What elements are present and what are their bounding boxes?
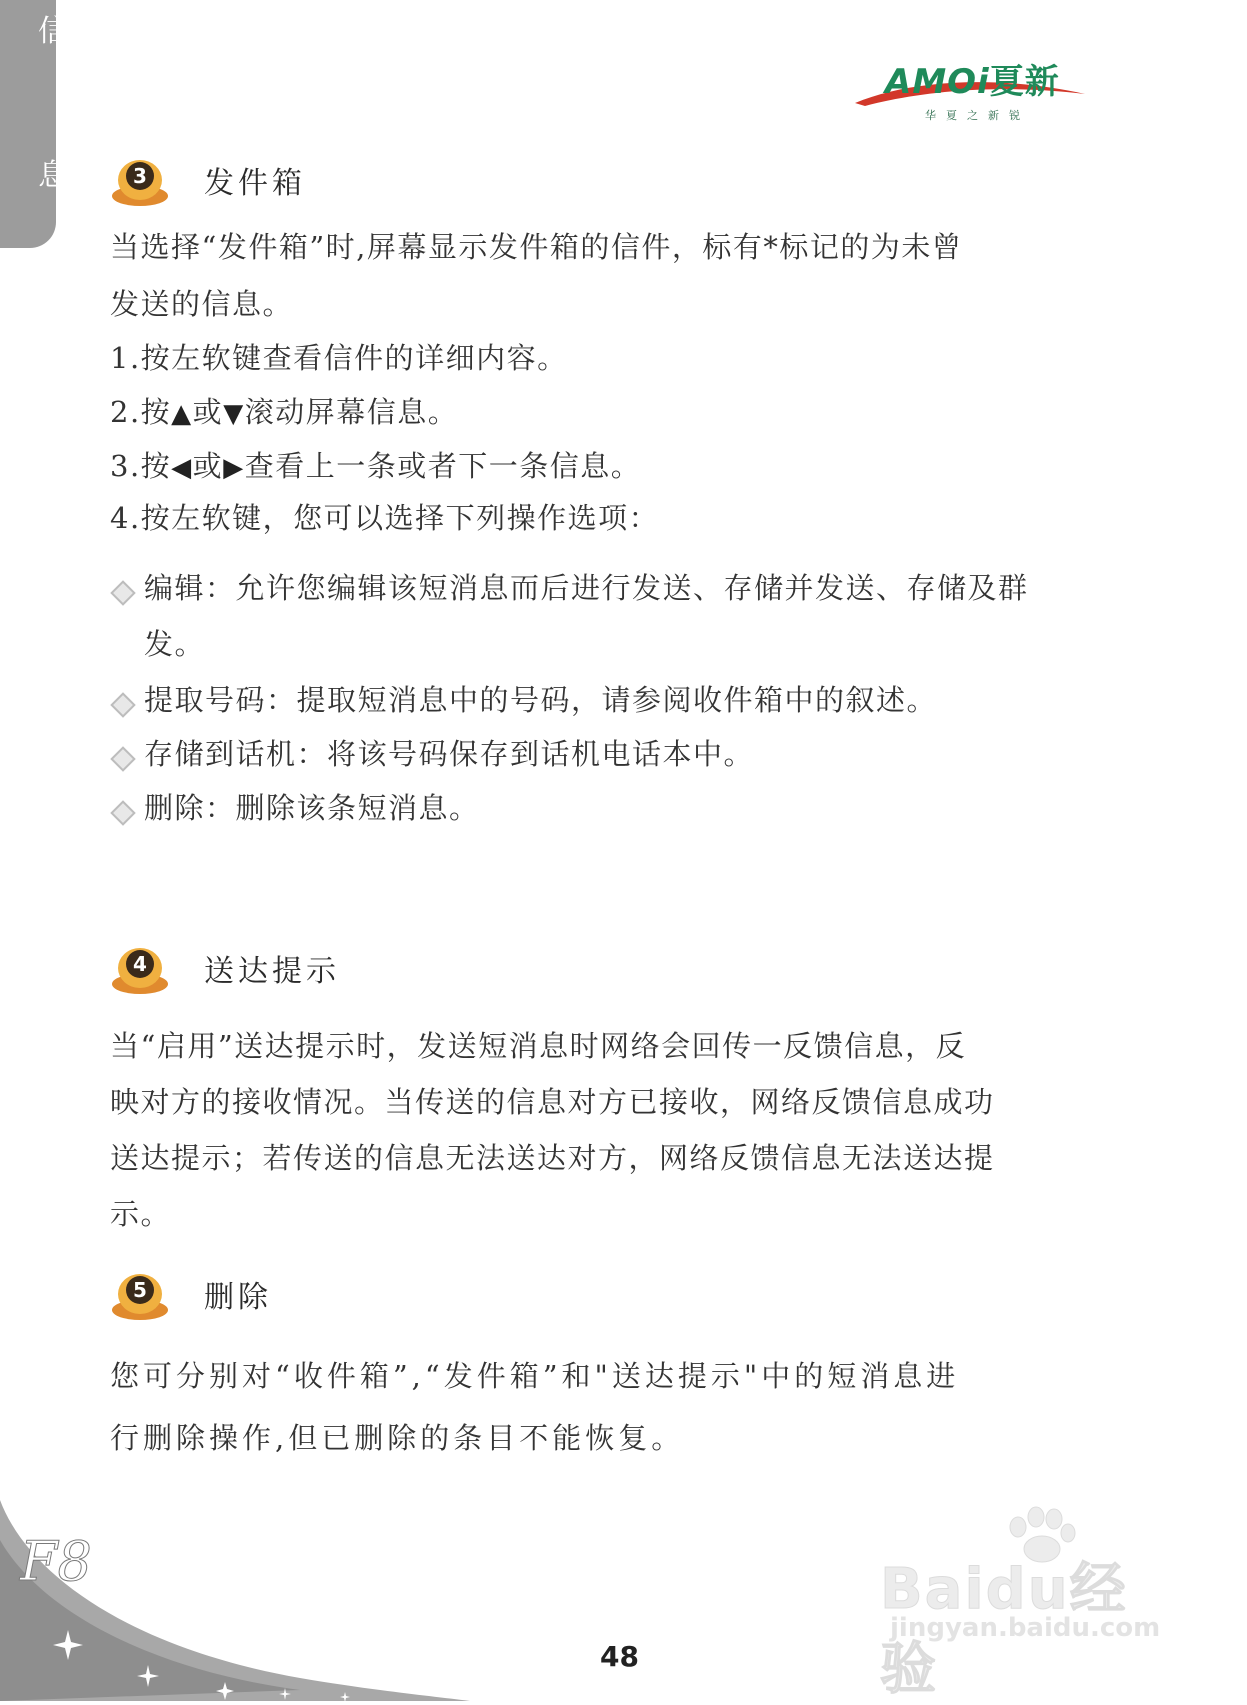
paragraph-line: 发送的信息。 (110, 287, 294, 321)
option-text: 存储到话机：将该号码保存到话机电话本中。 (144, 737, 755, 771)
step-item: 4.按左软键，您可以选择下列操作选项： (110, 501, 660, 535)
paragraph-line: 送达提示；若传送的信息无法送达对方，网络反馈信息无法送达提 (110, 1141, 995, 1175)
badge-number: 5 (133, 1278, 147, 1302)
logo-brand-cn: 夏新 (989, 62, 1060, 102)
paragraph-line: 映对方的接收情况。当传送的信息对方已接收，网络反馈信息成功 (110, 1085, 995, 1119)
section-heading-delete (110, 1266, 272, 1322)
side-tab-char: 息 (38, 158, 68, 193)
page-number: 48 (600, 1640, 639, 1673)
step-text: 3.按 (110, 449, 172, 483)
step-item (110, 444, 1060, 485)
right-triangle-icon: ▶ (223, 453, 245, 483)
step-item: 1.按左软键查看信件的详细内容。 (110, 341, 568, 375)
footer-swoosh-icon (0, 1500, 470, 1701)
amoi-logo (855, 48, 1095, 128)
paragraph-line: 示。 (110, 1197, 172, 1231)
logo-wordmark (885, 54, 1060, 103)
badge-number: 4 (133, 952, 147, 976)
badge-number: 3 (133, 164, 147, 188)
step-text: 2.按 (110, 395, 172, 429)
number-badge-icon (110, 940, 174, 996)
side-tab (0, 0, 68, 248)
step-text: 查看上一条或者下一条信息。 (244, 449, 642, 483)
model-name: F8 (20, 1530, 92, 1593)
option-text: 提取号码：提取短消息中的号码，请参阅收件箱中的叙述。 (144, 683, 938, 717)
option-text: 编辑：允许您编辑该短消息而后进行发送、存储并发送、存储及群发。 (144, 571, 1029, 661)
diamond-bullet-icon (110, 580, 135, 605)
side-tab-char: 信 (38, 14, 68, 49)
baidu-watermark (880, 1505, 1180, 1702)
option-item (110, 571, 1070, 672)
paragraph-line: 当“启用”送达提示时，发送短消息时网络会回传一反馈信息，反 (110, 1029, 967, 1063)
logo-slogan: 华夏之新锐 (925, 109, 1030, 122)
section-title: 发件箱 (204, 166, 306, 201)
diamond-bullet-icon (110, 692, 135, 717)
step-text: 滚动屏幕信息。 (244, 395, 459, 429)
down-triangle-icon: ▼ (223, 399, 245, 429)
left-triangle-icon: ◀ (171, 453, 193, 483)
step-item (110, 390, 1060, 431)
footer-decoration (0, 1500, 470, 1701)
number-badge-icon (110, 1266, 174, 1322)
diamond-bullet-icon (110, 800, 135, 825)
watermark-url: jingyan.baidu.com (890, 1613, 1161, 1643)
section-heading-outbox (110, 152, 306, 208)
section-title: 送达提示 (204, 954, 340, 989)
up-triangle-icon: ▲ (171, 399, 193, 429)
option-item (110, 737, 1070, 782)
option-item (110, 791, 1070, 836)
paragraph-line: 行删除操作,但已删除的条目不能恢复。 (110, 1421, 685, 1455)
paragraph-line: 当选择“发件箱”时,屏幕显示发件箱的信件，标有*标记的为未曾 (110, 230, 963, 264)
section-title: 删除 (204, 1280, 272, 1315)
step-text: 或 (192, 449, 224, 483)
number-badge-icon (110, 152, 174, 208)
paragraph-line: 您可分别对“收件箱”,“发件箱”和"送达提示"中的短消息进 (110, 1359, 960, 1393)
diamond-bullet-icon (110, 746, 135, 771)
option-text: 删除：删除该条短消息。 (144, 791, 480, 825)
option-item (110, 683, 1070, 728)
section-heading-delivery (110, 940, 340, 996)
step-text: 或 (192, 395, 224, 429)
logo-brand: AMOi (885, 62, 990, 102)
watermark-brand: Baidu经验 (880, 1557, 1128, 1702)
